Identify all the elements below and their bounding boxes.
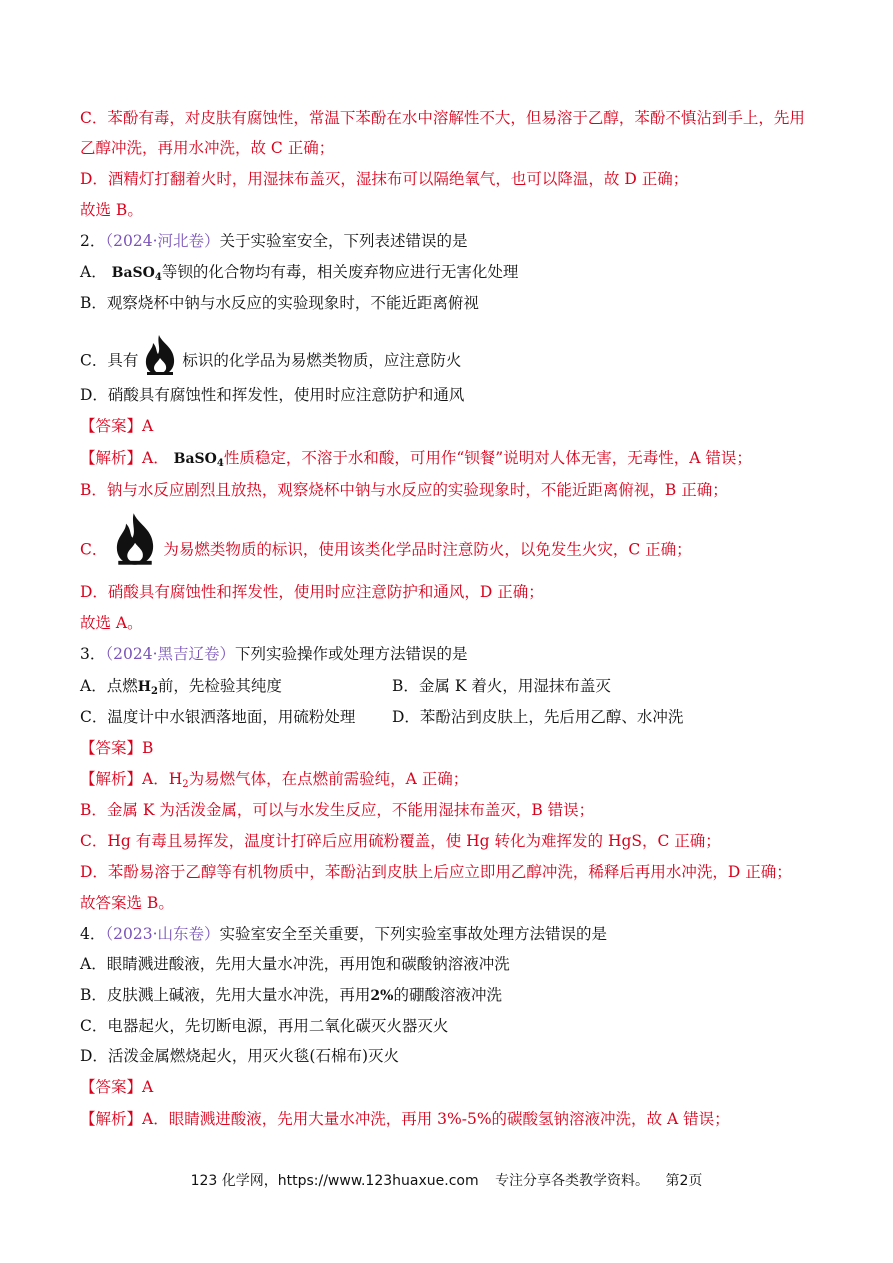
q2-source: （2024·河北卷） [105, 232, 220, 250]
q3-stem [80, 644, 468, 664]
q2-answer [80, 416, 153, 436]
flammable-icon [111, 512, 159, 589]
analysis-a-prefix: A．H [142, 770, 183, 788]
q3-option-a-text: 前，先检验其纯度 [157, 677, 282, 695]
q2-stem [80, 231, 468, 251]
q3-answer [80, 738, 153, 758]
q2-question: 关于实验室安全，下列表述错误的是 [219, 232, 468, 250]
q3-question: 下列实验操作或处理方法错误的是 [235, 645, 468, 663]
formula-base: BaSO [173, 451, 217, 467]
q3-option-a-formula [138, 679, 158, 695]
formula-subscript: 2 [150, 686, 158, 697]
q2-analysis-c [80, 512, 692, 589]
q3-option-a [80, 677, 282, 695]
q3-options-row2 [80, 707, 684, 727]
analysis-c-prefix: C． [80, 540, 108, 559]
q3-analysis-d: D．苯酚易溶于乙醇等有机物质中，苯酚沾到皮肤上后应立即用乙醇冲洗，稀释后再用水冲洗，D 正确； [80, 863, 792, 881]
q2-option-a-text: 等钡的化合物均有毒，相关废弃物应进行无害化处理 [161, 263, 519, 281]
q3-source: （2024·黑吉辽卷） [105, 645, 235, 663]
q3-analysis-b: B．金属 K 为活泼金属，可以与水发生反应，不能用湿抹布盖灭，B 错误； [80, 801, 595, 819]
analysis-label: 【解析】 [80, 1110, 143, 1128]
q2-conclusion: 故选 A。 [80, 614, 143, 632]
formula-subscript: 2 [182, 779, 189, 790]
q2-option-a [80, 262, 518, 288]
q4-option-b-prefix: B．皮肤溅上碱液，先用大量水冲洗，再用 [80, 986, 371, 1004]
flammable-icon [142, 334, 178, 389]
q2-number: 2． [80, 232, 106, 250]
footer-page-number: 第2页 [665, 1173, 703, 1189]
answer-value: A [142, 1078, 154, 1096]
prev-option-c-analysis-line1: C．苯酚有毒，对皮肤有腐蚀性，常温下苯酚在水中溶解性不大，但易溶于乙醇，苯酚不慎沾到手上，先用 [80, 109, 805, 127]
q4-stem [80, 924, 607, 944]
q3-option-c: C．温度计中水银洒落地面，用硫粉处理 [80, 708, 356, 726]
q4-analysis-a [80, 1109, 730, 1129]
formula-subscript: 4 [216, 458, 224, 469]
q4-option-b-text: 的硼酸溶液冲洗 [393, 986, 502, 1004]
analysis-a-text: 为易燃气体，在点燃前需验纯，A 正确； [188, 770, 469, 788]
q2-option-b: B．观察烧杯中钠与水反应的实验现象时，不能近距离俯视 [80, 294, 479, 312]
answer-label: 【答案】 [80, 417, 143, 435]
analysis-label: 【解析】 [80, 449, 143, 467]
q3-option-a-prefix: A．点燃 [80, 677, 138, 695]
q2-option-a-letter: A． [80, 263, 107, 281]
q4-option-d: D．活泼金属燃烧起火，用灭火毯(石棉布)灭火 [80, 1047, 400, 1065]
answer-value: A [142, 417, 154, 435]
prev-option-c-analysis-line2: 乙醇冲洗，再用水冲洗，故 C 正确； [80, 139, 335, 157]
footer-slogan: 专注分享各类教学资料。 [495, 1173, 650, 1189]
q3-options-row1 [80, 676, 611, 702]
analysis-a-text: 性质稳定，不溶于水和酸，可用作“钡餐”说明对人体无害，无毒性，A 错误； [223, 449, 752, 467]
analysis-a-text: A．眼睛溅进酸液，先用大量水冲洗，再用 3%-5%的碳酸氢钠溶液冲洗，故 A 错误； [142, 1110, 730, 1128]
q3-option-d: D．苯酚沾到皮肤上，先后用乙醇、水冲洗 [392, 708, 684, 726]
answer-value: B [142, 739, 154, 757]
q4-question: 实验室安全至关重要，下列实验室事故处理方法错误的是 [219, 925, 608, 943]
formula-subscript: 4 [154, 272, 162, 283]
q4-number: 4． [80, 925, 106, 943]
q2-analysis-b: B．钠与水反应剧烈且放热，观察烧杯中钠与水反应的实验现象时，不能近距离俯视，B 正确； [80, 481, 728, 499]
q2-analysis-formula [174, 451, 224, 467]
analysis-label: 【解析】 [80, 770, 143, 788]
q4-answer [80, 1077, 153, 1097]
prev-conclusion: 故选 B。 [80, 201, 143, 219]
q4-option-b [80, 985, 502, 1006]
q2-analysis-d: D．硝酸具有腐蚀性和挥发性，使用时应注意防护和通风，D 正确； [80, 583, 544, 601]
q2-option-c-prefix: C．具有 [80, 351, 139, 370]
q3-analysis-c: C．Hg 有毒且易挥发，温度计打碎后应用硫粉覆盖，使 Hg 转化为难挥发的 HgS，C 正确； [80, 832, 721, 850]
q2-option-c [80, 334, 461, 389]
q2-option-c-text: 标识的化学品为易燃类物质，应注意防火 [182, 351, 462, 370]
answer-label: 【答案】 [80, 1078, 143, 1096]
q2-analysis-a [80, 448, 752, 474]
analysis-a-prefix: A． [142, 449, 169, 467]
q3-option-b: B．金属 K 着火，用湿抹布盖灭 [392, 677, 611, 695]
q2-option-d: D．硝酸具有腐蚀性和挥发性，使用时应注意防护和通风 [80, 386, 465, 404]
analysis-c-text: 为易燃类物质的标识，使用该类化学品时注意防火，以免发生火灾，C 正确； [163, 540, 692, 559]
q2-option-a-formula [112, 265, 162, 281]
q4-option-b-percent: 2% [370, 988, 394, 1004]
formula-base: BaSO [111, 265, 155, 281]
q3-analysis-a [80, 769, 468, 795]
q4-option-a: A．眼睛溅进酸液，先用大量水冲洗，再用饱和碳酸钠溶液冲洗 [80, 955, 510, 973]
q3-conclusion: 故答案选 B。 [80, 894, 174, 912]
prev-option-d-analysis: D．酒精灯打翻着火时，用湿抹布盖灭，湿抹布可以隔绝氧气，也可以降温，故 D 正确； [80, 170, 689, 188]
answer-label: 【答案】 [80, 739, 143, 757]
formula-base: H [137, 679, 151, 695]
page-footer [0, 1170, 893, 1190]
q4-source: （2023·山东卷） [105, 925, 220, 943]
q3-number: 3． [80, 645, 106, 663]
footer-site: 123 化学网，https://www.123huaxue.com [190, 1173, 479, 1189]
q4-option-c: C．电器起火，先切断电源，再用二氧化碳灭火器灭火 [80, 1017, 449, 1035]
